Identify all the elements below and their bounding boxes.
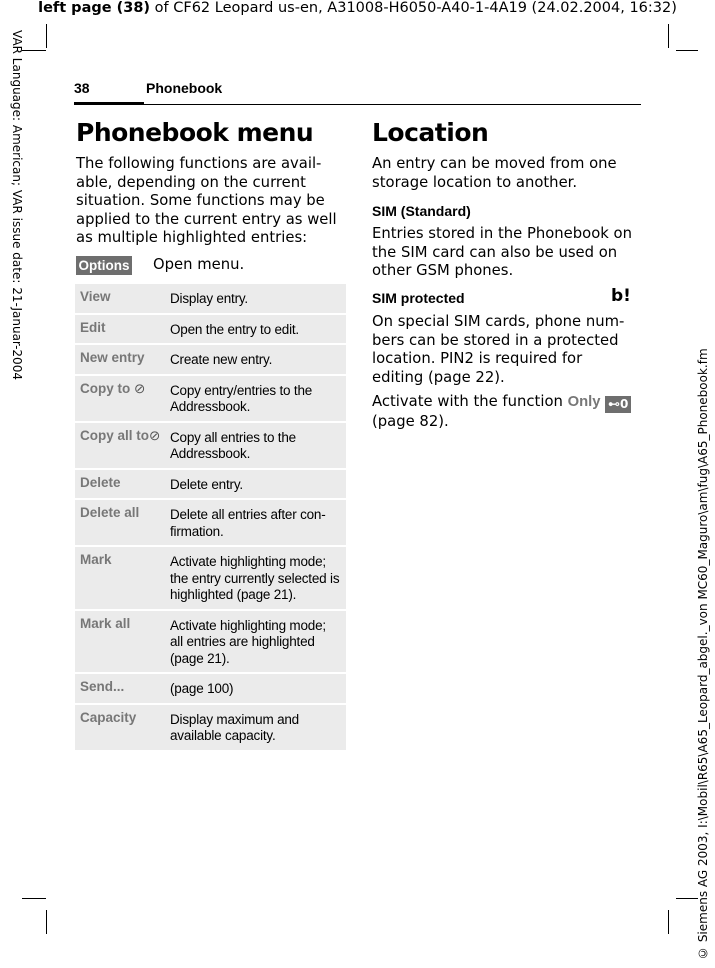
function-description: Activate highlighting mode; all entries are highlighted (page 21).	[170, 617, 326, 666]
table-row	[75, 705, 346, 752]
file-info-line	[0, 0, 715, 16]
options-softkey: Options	[76, 256, 132, 275]
function-name: View	[80, 289, 111, 304]
function-description: Create new entry.	[170, 352, 273, 367]
sim-protected-text: On special SIM cards, phone num-bers can be stored in a protected location. PIN2 is required for editing (page 22).	[372, 313, 625, 386]
function-name: New entry	[80, 350, 145, 365]
crop-mark	[668, 24, 669, 48]
function-name: Mark	[80, 552, 112, 567]
file-details: of CF62 Leopard us-en, A31008-H6050-A40-1-4A19 (24.02.2004, 16:32)	[150, 0, 677, 16]
crop-mark	[22, 50, 46, 51]
activate-prefix: Activate with the function	[372, 393, 568, 410]
options-description: Open menu.	[153, 256, 245, 273]
table-row	[75, 376, 346, 423]
addressbook-icon: ⊘	[134, 380, 146, 396]
table-row	[75, 547, 346, 611]
function-description: Activate highlighting mode; the entry currently selected is highlighted (page 21).	[170, 554, 340, 602]
table-row	[75, 315, 346, 346]
function-name: Capacity	[80, 709, 137, 725]
phonebook-menu-heading: Phonebook menu	[76, 118, 314, 147]
function-description: Delete all entries after con-firmation.	[170, 507, 326, 539]
crop-mark	[676, 50, 698, 51]
crop-mark	[46, 24, 47, 48]
var-language-note: VAR Language: American; VAR issue date: 21-Januar-2004	[10, 30, 24, 380]
table-row	[75, 423, 346, 470]
function-description: Display maximum and available capacity.	[170, 711, 299, 743]
copyright-path-note: © Siemens AG 2003, I:\Mobil\R65\A65_Leopard_abgel._von MC60_Maguro\am\fug\A65_Phonebook.fm	[696, 348, 710, 960]
table-row	[75, 611, 346, 675]
function-name: Copy all to	[80, 427, 150, 443]
sim-protected-icons: b!	[611, 286, 631, 306]
section-title: Phonebook	[146, 80, 223, 96]
function-description: Copy all entries to the Addressbook.	[170, 429, 296, 461]
table-row	[75, 345, 346, 376]
crop-mark	[676, 898, 698, 899]
activate-only-text	[372, 393, 637, 432]
function-name: Copy to	[80, 380, 131, 396]
function-name: Edit	[80, 319, 106, 335]
crop-mark	[46, 910, 47, 934]
function-description: Display entry.	[170, 291, 248, 306]
table-row	[75, 284, 346, 315]
function-description: (page 100)	[170, 681, 234, 696]
table-row	[75, 674, 346, 705]
function-description: Copy entry/entries to the Addressbook.	[170, 382, 313, 414]
function-name: Mark all	[80, 615, 131, 631]
addressbook-icon: ⊘	[149, 427, 161, 443]
sim-standard-subheading: SIM (Standard)	[372, 203, 471, 219]
function-name: Send...	[80, 679, 125, 694]
file-page-label: left page (38)	[38, 0, 151, 16]
phonebook-menu-intro: The following functions are avail-able, depending on the current situation. Some functions may be applied to the current entry as well as multiple highlighted entries:	[76, 155, 337, 247]
function-name-with-icon	[75, 423, 170, 468]
function-name: Delete all	[80, 505, 140, 520]
crop-mark	[22, 898, 46, 899]
page-number: 38	[74, 80, 90, 96]
key-icon: ⊷0	[605, 396, 631, 413]
header-rule	[74, 104, 641, 105]
function-description: Open the entry to edit.	[170, 321, 299, 337]
sim-protected-subheading: SIM protected	[372, 290, 465, 306]
page-reference: (page 82).	[372, 413, 449, 430]
table-row	[75, 470, 346, 501]
table-row	[75, 500, 346, 547]
only-function-label: Only	[567, 394, 601, 410]
location-intro: An entry can be moved from one storage location to another.	[372, 155, 617, 191]
function-name: Delete	[80, 474, 121, 490]
location-heading: Location	[372, 118, 489, 147]
crop-mark	[668, 910, 669, 934]
function-description: Delete entry.	[170, 476, 243, 492]
function-table	[75, 284, 346, 752]
sim-standard-text: Entries stored in the Phonebook on the SIM card can also be used on other GSM phones.	[372, 225, 632, 280]
function-name-with-icon	[75, 376, 170, 421]
